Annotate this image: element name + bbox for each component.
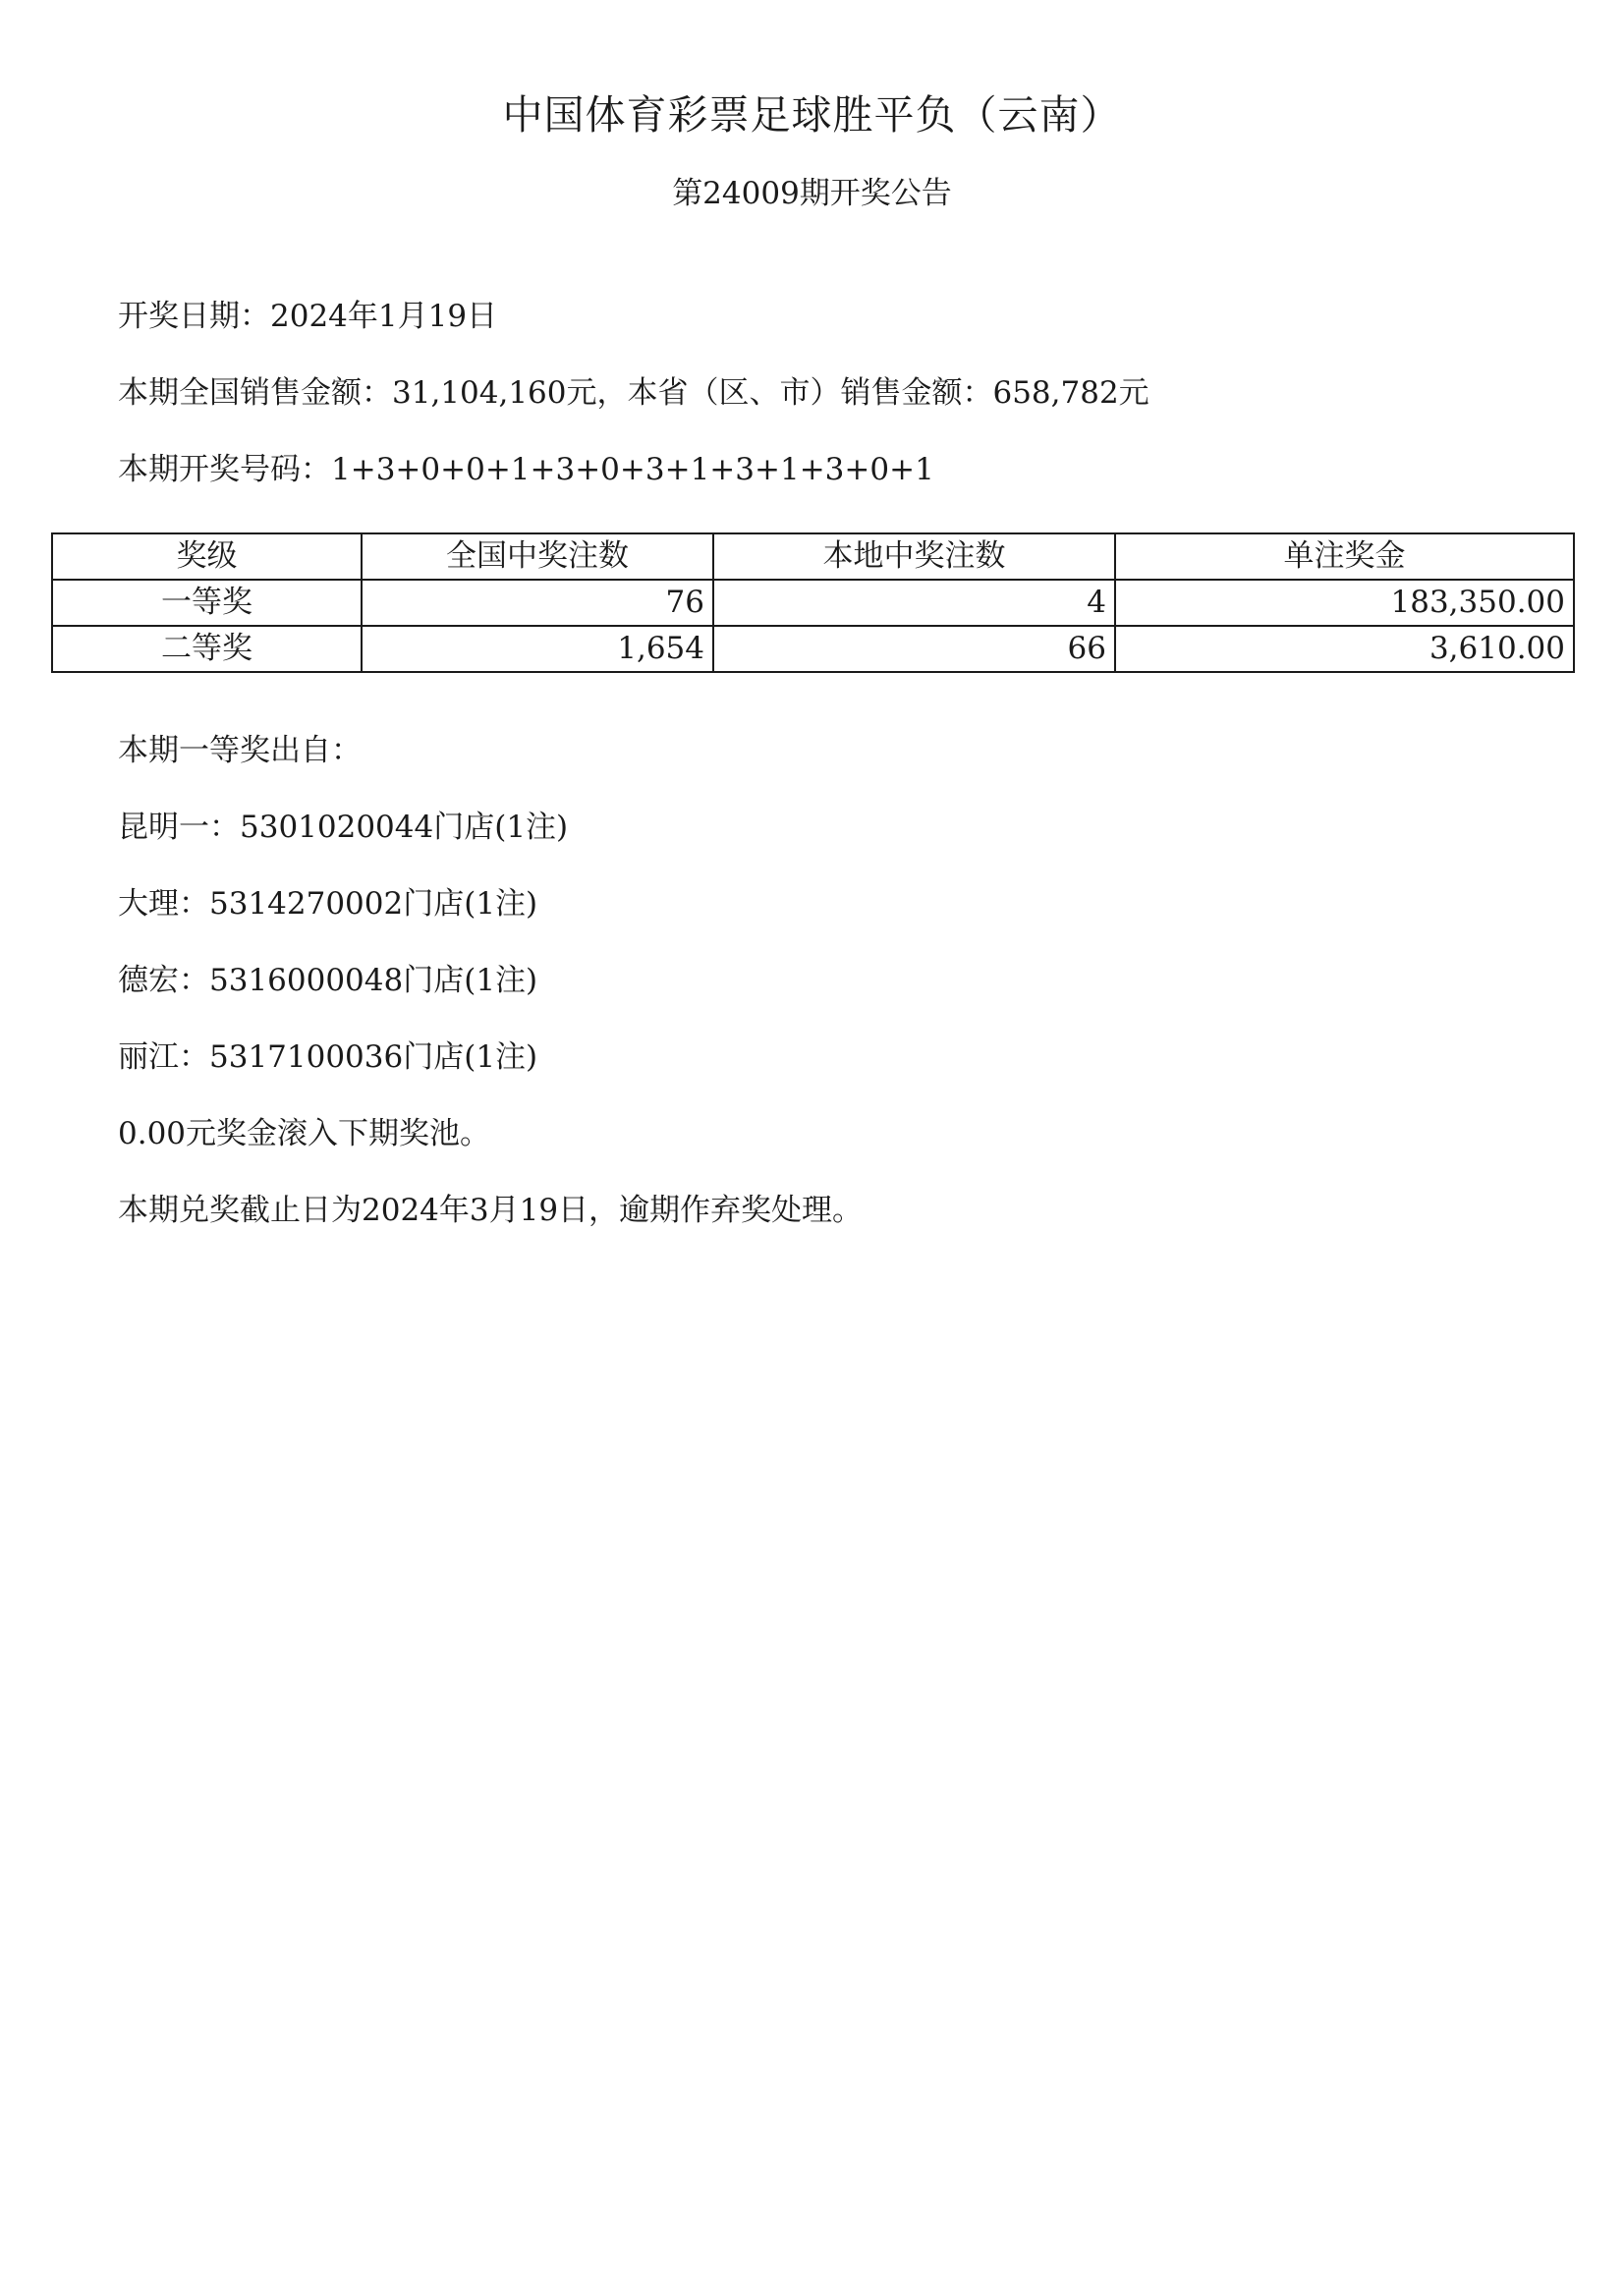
- winner-item: 丽江：5317100036门店(1注): [118, 1039, 538, 1075]
- winner-item: 德宏：5316000048门店(1注): [118, 963, 538, 998]
- winner-item: 大理：5314270002门店(1注): [118, 886, 538, 922]
- prize-table: [51, 532, 1575, 673]
- draw-date: 开奖日期：2024年1月19日: [118, 299, 498, 334]
- table-header-row: [52, 533, 1574, 580]
- table-row: [52, 626, 1574, 672]
- page-subtitle: 第24009期开奖公告: [672, 176, 952, 211]
- page-title: 中国体育彩票足球胜平负（云南）: [502, 91, 1122, 139]
- header-level: 奖级: [52, 533, 362, 580]
- deadline-note: 本期兑奖截止日为2024年3月19日，逾期作弃奖处理。: [118, 1193, 864, 1228]
- rollover-note: 0.00元奖金滚入下期奖池。: [118, 1116, 491, 1151]
- header-national: 全国中奖注数: [362, 533, 713, 580]
- cell-amount: 3,610.00: [1115, 626, 1574, 672]
- cell-national: 76: [362, 580, 713, 626]
- cell-amount: 183,350.00: [1115, 580, 1574, 626]
- table-row: [52, 580, 1574, 626]
- cell-local: 4: [713, 580, 1115, 626]
- header-local: 本地中奖注数: [713, 533, 1115, 580]
- cell-level: 二等奖: [52, 626, 362, 672]
- winners-heading: 本期一等奖出自：: [118, 733, 362, 768]
- cell-national: 1,654: [362, 626, 713, 672]
- winning-numbers: 本期开奖号码：1+3+0+0+1+3+0+3+1+3+1+3+0+1: [118, 452, 934, 487]
- cell-local: 66: [713, 626, 1115, 672]
- winner-item: 昆明一：5301020044门店(1注): [118, 810, 569, 845]
- header-amount: 单注奖金: [1115, 533, 1574, 580]
- cell-level: 一等奖: [52, 580, 362, 626]
- sales-amount: 本期全国销售金额：31,104,160元，本省（区、市）销售金额：658,782元: [118, 375, 1149, 411]
